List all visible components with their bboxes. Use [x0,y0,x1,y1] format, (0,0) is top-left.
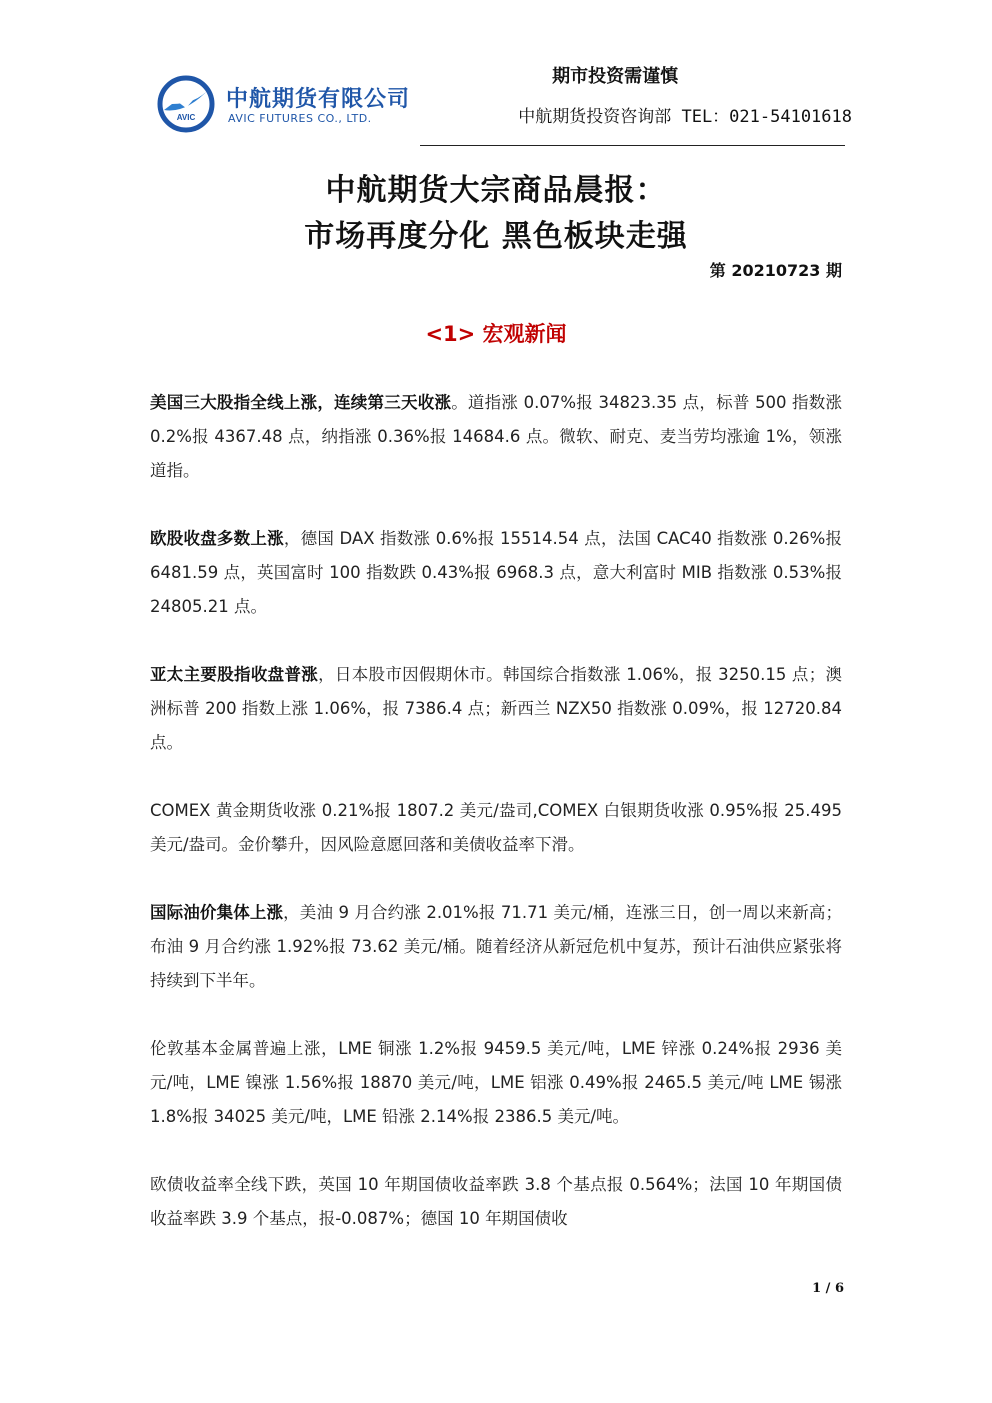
paragraph-body: COMEX 黄金期货收涨 0.21%报 1807.2 美元/盎司,COMEX 白银期货收涨 0.95%报 25.495 美元/盎司。金价攀升，因风险意愿回落和美债收益率下滑。 [150,801,842,854]
news-paragraph [150,1168,842,1236]
report-title [0,168,992,260]
title-line-2: 市场再度分化 黑色板块走强 [304,219,688,254]
risk-warning: 期市投资需谨慎 [552,66,679,87]
issue-number: 第 20210723 期 [709,261,842,280]
paragraph-lead: 亚太主要股指收盘普涨 [150,665,319,684]
contact-line: 中航期货投资咨询部 TEL：021-54101618 [518,107,852,127]
page-number: 1 / 6 [812,1281,844,1296]
company-name-cn: 中航期货有限公司 [226,87,411,112]
news-paragraph [150,386,842,488]
paragraph-body: ，美油 9 月合约涨 2.01%报 71.71 美元/桶，连涨三日，创一周以来新高；布油 9 月合约涨 1.92%报 73.62 美元/桶。随着经济从新冠危机中复苏，预计石油供应紧张将持续到下半年。 [150,903,843,990]
news-paragraph [150,794,842,862]
paragraph-body: 伦敦基本金属普遍上涨，LME 铜涨 1.2%报 9459.5 美元/吨，LME 锌涨 0.24%报 2936 美元/吨，LME 镍涨 1.56%报 18870 美元/吨，LME 铝涨 0.49%报 2465.5 美元/吨 LME 锡涨 1.8%报 34025 美元/吨，LME 铅涨 2.14%报 2386.5 美元/吨。 [150,1039,842,1126]
paragraph-body: 欧债收益率全线下跌，英国 10 年期国债收益率跌 3.8 个基点报 0.564%；法国 10 年期国债收益率跌 3.9 个基点，报-0.087%；德国 10 年期国债收 [150,1175,842,1228]
logo-mark-text: AVIC [176,113,196,122]
news-content [150,386,842,1270]
page-header [0,0,992,150]
paragraph-body: ，日本股市因假期休市。韩国综合指数涨 1.06%，报 3250.15 点；澳洲标普 200 指数上涨 1.06%，报 7386.4 点；新西兰 NZX50 指数涨 0.09%，报 12720.84 点。 [150,665,842,752]
plane-logo-icon [156,74,216,134]
section-title: <1> 宏观新闻 [425,322,567,346]
paragraph-lead: 欧股收盘多数上涨 [150,529,284,548]
company-logo [156,74,426,134]
news-paragraph [150,1032,842,1134]
paragraph-body: ，德国 DAX 指数涨 0.6%报 15514.54 点，法国 CAC40 指数涨 0.26%报 6481.59 点，英国富时 100 指数跌 0.43%报 6968.3 点，意大利富时 MIB 指数涨 0.53%报 24805.21 点。 [150,529,842,616]
paragraph-lead: 美国三大股指全线上涨，连续第三天收涨 [150,393,452,412]
news-paragraph [150,658,842,760]
news-paragraph [150,896,842,998]
paragraph-body: 。道指涨 0.07%报 34823.35 点，标普 500 指数涨 0.2%报 4367.48 点，纳指涨 0.36%报 14684.6 点。微软、耐克、麦当劳均涨逾 1%，领涨道指。 [150,393,842,480]
title-line-1: 中航期货大宗商品晨报： [325,173,667,208]
paragraph-lead: 国际油价集体上涨 [150,903,284,922]
header-info [518,62,852,127]
news-paragraph [150,522,842,624]
header-divider [420,145,845,146]
company-name-en: AVIC FUTURES CO., LTD. [228,112,372,125]
